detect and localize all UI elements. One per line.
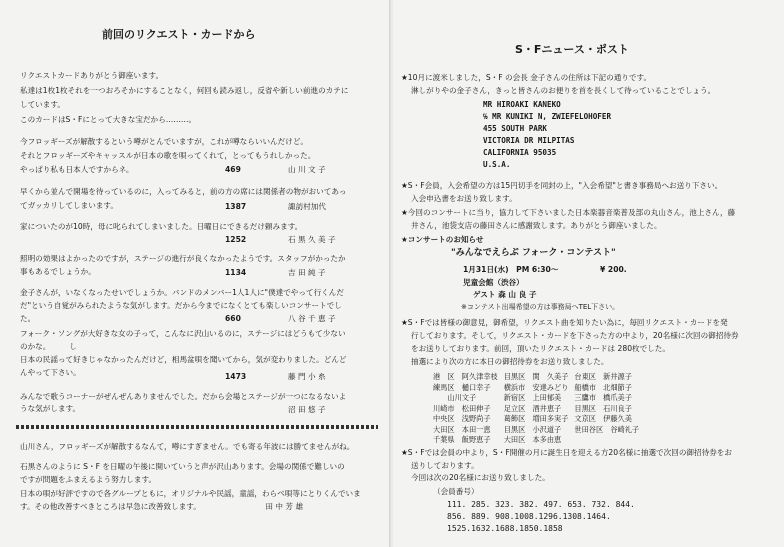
winner-entry: 船橋市 北畑節子 bbox=[574, 382, 632, 392]
winner-entry: 台東区 新井源子 bbox=[574, 372, 632, 382]
winner-entry: 三鷹市 橋爪美子 bbox=[574, 393, 632, 403]
news-line: 行しております。そして，リクエスト・カードを下さった方の中より，20名様に次回の御招待券 bbox=[411, 331, 739, 340]
winner-entry: 大田区 本多由恵 bbox=[503, 435, 562, 445]
winner-entry: 川崎市 松田伸子 bbox=[433, 403, 491, 413]
member-numbers: 111. 285. 323. 382. 497. 653. 732. 844. bbox=[447, 500, 635, 509]
concert-guest: ゲスト 森 山 良 子 bbox=[473, 290, 537, 299]
quote-line: 今フロッギーズが解散するという噂がとんでいますが，これが噂ならいいんだけど。 bbox=[20, 137, 309, 146]
quote-line: うな気がします。 bbox=[20, 404, 81, 413]
news-line: 入会申込書をお送り致します。 bbox=[411, 194, 517, 203]
winner-entry: 足立区 酒井恵子 bbox=[503, 403, 562, 413]
left-page bbox=[0, 0, 391, 547]
member-number: 469 bbox=[225, 165, 241, 174]
right-page bbox=[393, 0, 784, 547]
winners-row bbox=[433, 425, 645, 436]
intro-line: リクエストカードありがとう御座います。 bbox=[20, 71, 164, 80]
member-number: 1473 bbox=[225, 372, 247, 381]
footer-line: 山川さん，フロッギーズが解散するなんて，噂にすぎません。でも寄る年波には勝てませんがね。 bbox=[20, 442, 355, 451]
winner-entry: 千葉県 飯野恵子 bbox=[433, 435, 491, 445]
news-line: ★S・F会員，入会希望の方は15円切手を同封の上，"入会希望"と書き事務局へお送り下さい。 bbox=[401, 181, 723, 190]
page-title: S・Fニュース・ポスト bbox=[515, 43, 629, 56]
quote-line: やっぱり私も日本人ですからネ。 bbox=[20, 165, 134, 174]
winner-entry: 世田谷区 谷崎礼子 bbox=[574, 424, 640, 434]
winner-entry: 目黒区 関 久美子 bbox=[503, 372, 569, 382]
address-line: U.S.A. bbox=[483, 160, 511, 169]
winner-entry: 山川文子 bbox=[433, 393, 477, 403]
news-line: ★10月に渡米しました，S・F の会長 金子さんの住所は下記の通りです。 bbox=[401, 73, 652, 82]
member-name: 吉 田 純 子 bbox=[288, 268, 326, 277]
member-number: 1387 bbox=[225, 202, 247, 211]
footer-line: す。その他改善すべきところは早急に改善致します。 田 中 芳 雄 bbox=[20, 502, 304, 511]
member-name: 山 川 文 子 bbox=[288, 165, 326, 174]
winners-row bbox=[433, 435, 645, 446]
winner-entry: 練馬区 樋口幸子 bbox=[433, 382, 491, 392]
member-number: 660 bbox=[225, 314, 241, 323]
winner-entry: 横浜市 安達みどり bbox=[503, 382, 569, 392]
intro-line: このカードはS・Fにとって大きな宝だから………。 bbox=[20, 115, 197, 124]
quote-line: た。 bbox=[20, 314, 36, 323]
winners-table bbox=[433, 372, 645, 446]
quote-line: だ"という自覚がみられたような気がします。だから今までになくとても楽しいコンサートでし bbox=[20, 301, 342, 310]
footer-line: 日本の唄が好評ですので各グループともに，オリジナルや民謡，童謡，わらべ唄等にとりくんでいま bbox=[20, 489, 361, 498]
winner-entry: 港 区 阿久津幸枝 bbox=[433, 372, 498, 382]
quote-line: てガッカリしてしまいます。 bbox=[20, 201, 118, 210]
winner-entry: 目黒区 石川良子 bbox=[574, 403, 632, 413]
wavy-divider bbox=[16, 425, 378, 429]
news-line: をお送りしております。前回，頂いたリクエスト・カードは 280枚でした。 bbox=[411, 344, 670, 353]
winner-entry: 大田区 本田一恵 bbox=[433, 424, 491, 434]
concert-title: "みんなでえらぶ フォーク・コンテスト" bbox=[451, 248, 616, 258]
address-line: 455 SOUTH PARK bbox=[483, 124, 548, 133]
winners-row bbox=[433, 393, 645, 404]
winner-entry: 中央区 浅野尚子 bbox=[433, 414, 491, 424]
quote-line: 日本の民謡って好きじゃなかったんだけど，相馬盆唄を聞いてから，気が変わりました。どんど bbox=[20, 355, 347, 364]
quote-line: 早くから並んで開場を待っているのに，入ってみると，前の方の席には関係者の物がおいてあっ bbox=[20, 187, 347, 196]
winners-row bbox=[433, 383, 645, 394]
winner-entry: 新宿区 上田郁美 bbox=[503, 393, 562, 403]
winners-row bbox=[433, 414, 645, 425]
concert-note: ※コンテスト出場希望の方は事務局へTEL下さい。 bbox=[461, 303, 620, 311]
footer-line: ですが問題をふまえるよう努力します。 bbox=[20, 475, 157, 484]
member-name: 沼 田 悠 子 bbox=[288, 405, 326, 414]
quote-line: 照明の効果はよかったのですが，ステージの進行が良くなかったようです。スタッフがかったか bbox=[20, 254, 346, 263]
news-line: 抽選により次の方に本日の御招待券をお送り致しました。 bbox=[411, 357, 609, 366]
member-number: 1252 bbox=[225, 235, 247, 244]
address-line: VICTORIA DR MILPITAS bbox=[483, 136, 575, 145]
member-numbers: 1525.1632.1688.1850.1858 bbox=[447, 524, 563, 533]
address-line: MR HIROAKI KANEKO bbox=[483, 100, 561, 109]
news-line: ★S・Fでは会員の中より，S・F開催の月に誕生日を迎える方20名様に抽選で次回の御招待券をお bbox=[401, 448, 732, 457]
quote-line: みんなで歌うコーナーがぜんぜんありませんでした。だから会場とステージが一つになるないよ bbox=[20, 392, 347, 401]
intro-line: しています。 bbox=[20, 100, 65, 109]
member-number: 1134 bbox=[225, 268, 247, 277]
winner-entry bbox=[574, 435, 645, 446]
winners-row bbox=[433, 372, 645, 383]
quote-line: んやって下さい。 bbox=[20, 368, 81, 377]
winner-entry: 葛飾区 増田多実子 bbox=[503, 414, 569, 424]
quote-line: のかな。 し bbox=[20, 342, 77, 351]
news-line: 送りしております。 bbox=[411, 461, 479, 470]
address-line: CALIFORNIA 95035 bbox=[483, 148, 557, 157]
winner-entry: 文京区 伊藤久美 bbox=[574, 414, 632, 424]
quote-line: それとフロッギーズやキャッスルが日本の歌を唄ってくれて，とってもうれしかった。 bbox=[20, 151, 316, 160]
news-line: ★今回のコンサートに当り，協力して下さいました日本楽器音楽普及部の丸山さん，池上さん，藤 bbox=[401, 208, 736, 217]
concert-header: ★コンサートのお知らせ bbox=[401, 235, 484, 244]
quote-line: 事もあるでしょうか。 bbox=[20, 267, 96, 276]
news-line: 井さん，池袋支店の藤田さんに感謝致します。ありがとう御座いました。 bbox=[411, 221, 662, 230]
news-line: ★S・Fでは皆様の御意見，御希望，リクエスト曲を知りたい為に，毎回リクエスト・カードを発 bbox=[401, 318, 728, 327]
intro-line: 私達は1枚1枚それを一つおろそかにすることなく，何回も読み返し，反省や新しい前進のカテに bbox=[20, 86, 349, 95]
quote-line: 家についたのが10時，母に叱られてしまいました。日曜日にできるだけ頼みます。 bbox=[20, 222, 303, 231]
news-line: 淋しがりやの金子さん，きっと皆さんのお便りを首を長くして待っていることでしょう。 bbox=[411, 86, 716, 95]
member-name: 石 黒 久 美 子 bbox=[288, 235, 336, 244]
winner-entry: 目黒区 小沢道子 bbox=[503, 424, 562, 434]
concert-price: ¥ 200. bbox=[600, 265, 627, 274]
news-line: 今回は次の20名様にお送り致しました。 bbox=[411, 473, 550, 482]
footer-line: 石黒さんのように S・F を日曜の午後に開いていうと声が沢山あります。会場の関係で難しいの bbox=[20, 462, 345, 471]
member-label: （会員番号） bbox=[433, 487, 479, 496]
winners-row bbox=[433, 404, 645, 415]
member-name: 藤 門 小 糸 bbox=[288, 372, 326, 381]
member-name: 八 谷 千 恵 子 bbox=[288, 314, 336, 323]
address-line: ℅ MR KUNIKI N, ZWIEFELOHOFER bbox=[483, 112, 612, 121]
quote-line: 金子さんが，いなくなったせいでしょうか。バンドのメンバー1人1人に"僕達でやって行くんだ bbox=[20, 288, 344, 297]
concert-venue: 児童会館（渋谷） bbox=[463, 278, 524, 287]
concert-date: 1月31日(水) PM 6:30～ bbox=[463, 265, 559, 274]
quote-line: フォーク・ソングが大好きな女の子って，こんなに沢山いるのに，ステージにはどうもて少ない bbox=[20, 329, 346, 338]
page-title: 前回のリクエスト・カードから bbox=[102, 28, 256, 41]
member-numbers: 856. 889. 908.1008.1296.1308.1464. bbox=[447, 512, 611, 521]
member-name: 諏訪村加代 bbox=[288, 202, 326, 211]
